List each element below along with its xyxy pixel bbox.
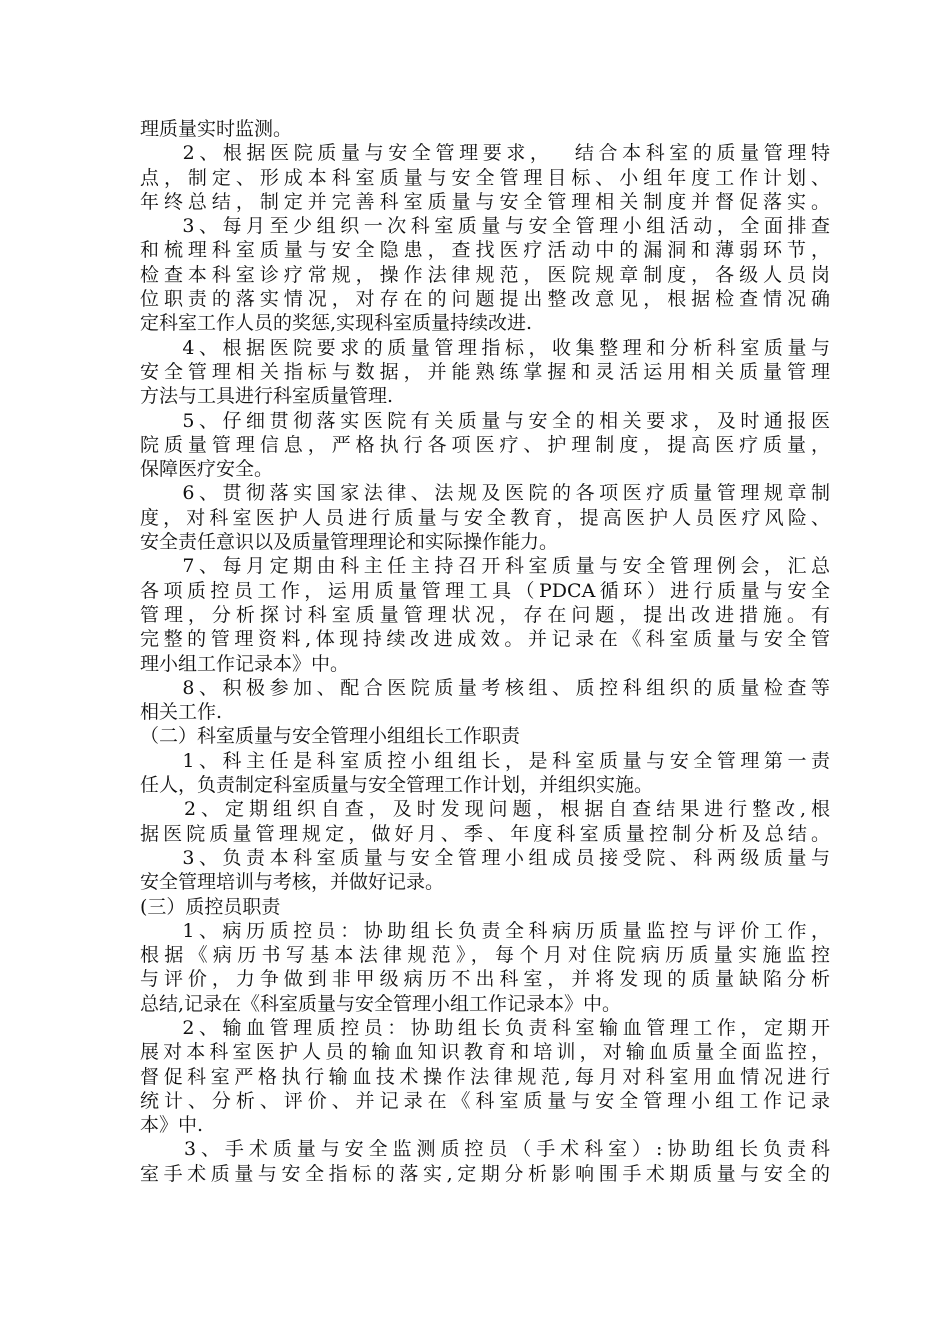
text-line: 室手术质量与安全指标的落实,定期分析影响围手术期质量与安全的 xyxy=(140,1162,830,1185)
text-line: 6、贯彻落实国家法律、法规及医院的各项医疗质量管理规章制 xyxy=(140,482,830,505)
text-line: (三）质控员职责 xyxy=(140,895,281,918)
text-line: 总结,记录在《科室质量与安全管理小组工作记录本》中。 xyxy=(140,992,622,1015)
text-line: 安全管理培训与考核，并做好记录。 xyxy=(140,871,445,894)
text-line: 根据《病历书写基本法律规范》，每个月对住院病历质量实施监控 xyxy=(140,944,830,967)
text-line: 点，制定、形成本科室质量与安全管理目标、小组年度工作计划、 xyxy=(140,166,830,189)
text-line: 管理，分析探讨科室质量管理状况，存在问题，提出改进措施。有 xyxy=(140,603,830,626)
text-line: 1、病历质控员：协助组长负责全科病历质量监控与评价工作， xyxy=(140,919,830,942)
text-line: 安全责任意识以及质量管理理论和实际操作能力。 xyxy=(140,531,559,554)
text-line: 8、积极参加、配合医院质量考核组、质控科组织的质量检查等 xyxy=(140,676,830,699)
text-line: 与评价，力争做到非甲级病历不出科室，并将发现的质量缺陷分析 xyxy=(140,968,830,991)
text-line: 据医院质量管理规定，做好月、季、年度科室质量控制分析及总结。 xyxy=(140,822,830,845)
text-line: 年终总结，制定并完善科室质量与安全管理相关制度并督促落实。 xyxy=(140,190,830,213)
text-line: 度，对科室医护人员进行质量与安全教育，提高医护人员医疗风险、 xyxy=(140,506,830,529)
text-line: 位职责的落实情况，对存在的问题提出整改意见，根据检查情况确 xyxy=(140,288,830,311)
text-line: 理小组工作记录本》中。 xyxy=(140,652,350,675)
text-line: 3、每月至少组织一次科室质量与安全管理小组活动，全面排查 xyxy=(140,215,830,238)
text-line: 4、根据医院要求的质量管理指标，收集整理和分析科室质量与 xyxy=(140,336,830,359)
text-line: 2、根据医院质量与安全管理要求， 结合本科室的质量管理特 xyxy=(140,142,830,165)
text-line: 1、科主任是科室质控小组组长，是科室质量与安全管理第一责 xyxy=(140,749,830,772)
text-line: 7、每月定期由科主任主持召开科室质量与安全管理例会，汇总 xyxy=(140,555,830,578)
text-line: 2、输血管理质控员：协助组长负责科室输血管理工作，定期开 xyxy=(140,1016,830,1039)
text-line: 5、仔细贯彻落实医院有关质量与安全的相关要求，及时通报医 xyxy=(140,409,830,432)
document-body xyxy=(140,117,830,1186)
text-line: 统计、分析、评价、并记录在《科室质量与安全管理小组工作记录 xyxy=(140,1089,830,1112)
text-line: 和梳理科室质量与安全隐患，查找医疗活动中的漏洞和薄弱环节， xyxy=(140,239,830,262)
text-line: （二）科室质量与安全管理小组组长工作职责 xyxy=(140,725,521,748)
text-line: 院质量管理信息，严格执行各项医疗、护理制度，提高医疗质量， xyxy=(140,433,830,456)
text-line: 本》中. xyxy=(140,1114,204,1137)
text-line: 3、手术质量与安全监测质控员（手术科室）:协助组长负责科 xyxy=(140,1138,830,1161)
text-line: 各项质控员工作，运用质量管理工具（PDCA循环）进行质量与安全 xyxy=(140,579,830,602)
text-line: 2、定期组织自查，及时发现问题，根据自查结果进行整改,根 xyxy=(140,798,830,821)
text-line: 定科室工作人员的奖惩,实现科室质量持续改进. xyxy=(140,312,533,335)
text-line: 展对本科室医护人员的输血知识教育和培训，对输血质量全面监控， xyxy=(140,1041,830,1064)
text-line: 检查本科室诊疗常规，操作法律规范，医院规章制度，各级人员岗 xyxy=(140,263,830,286)
text-line: 安全管理相关指标与数据，并能熟练掌握和灵活运用相关质量管理 xyxy=(140,360,830,383)
text-line: 完整的管理资料,体现持续改进成效。并记录在《科室质量与安全管 xyxy=(140,628,830,651)
text-line: 理质量实时监测。 xyxy=(140,118,293,140)
text-line: 方法与工具进行科室质量管理. xyxy=(140,385,394,408)
text-line: 保障医疗安全。 xyxy=(140,458,274,481)
text-line: 相关工作. xyxy=(140,701,223,724)
text-line: 督促科室严格执行输血技术操作法律规范,每月对科室用血情况进行 xyxy=(140,1065,830,1088)
text-line: 任人，负责制定科室质量与安全管理工作计划，并组织实施。 xyxy=(140,774,654,797)
text-line: 3、负责本科室质量与安全管理小组成员接受院、科两级质量与 xyxy=(140,846,830,869)
